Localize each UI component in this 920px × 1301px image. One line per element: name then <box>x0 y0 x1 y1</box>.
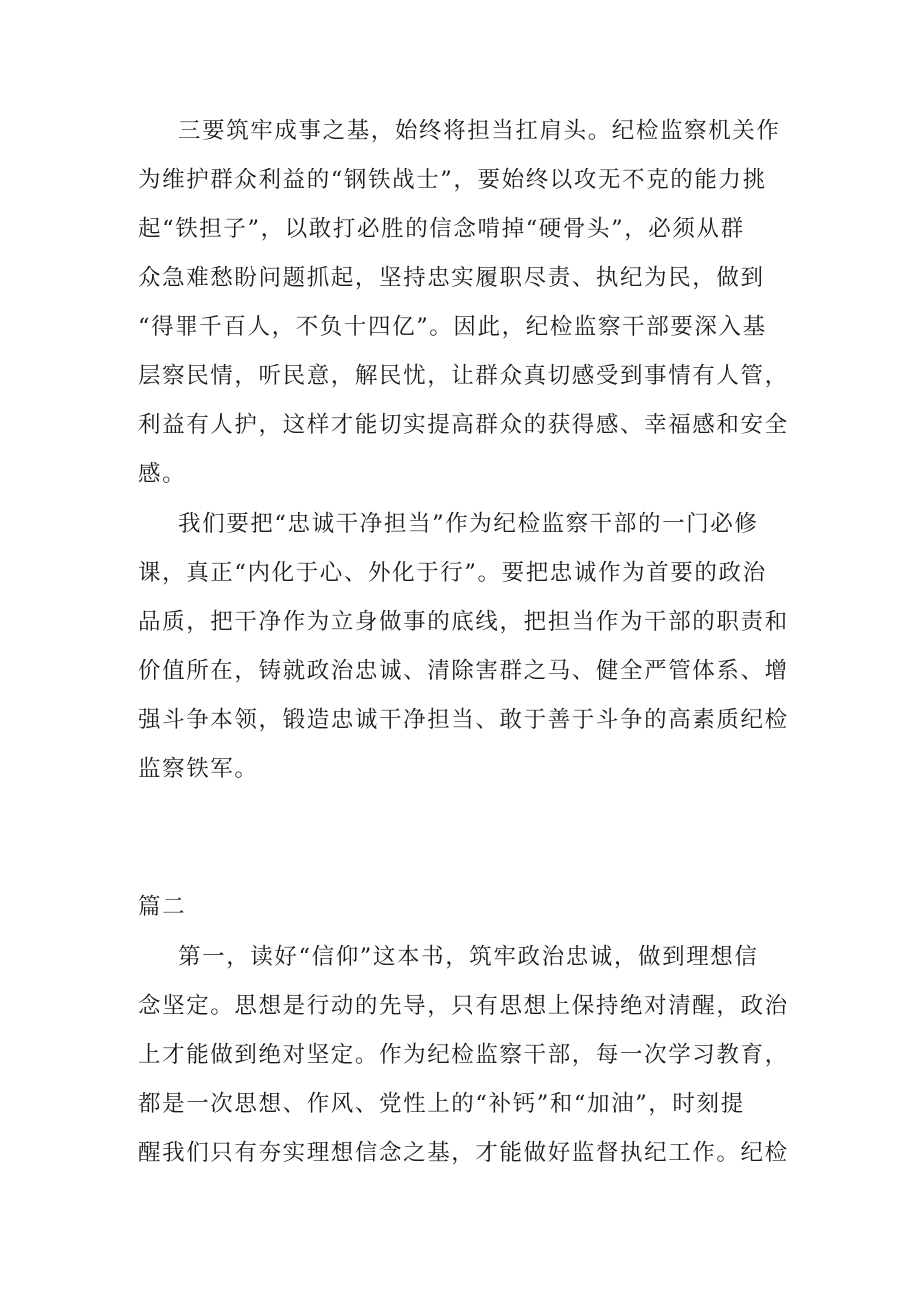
paragraph-2-line-6: 监察铁军。 <box>138 756 259 782</box>
paragraph-2-line-4: 价值所在，铸就政治忠诚、清除害群之马、健全严管体系、增 <box>138 658 789 684</box>
paragraph-1-line-2: 为维护群众利益的“钢铁战士”，要始终以攻无不克的能力挑 <box>138 167 767 193</box>
paragraph-2-line-2: 课，真正“内化于心、外化于行”。要把忠诚作为首要的政治 <box>138 560 767 586</box>
paragraph-3-line-4: 都是一次思想、作风、党性上的“补钙”和“加油”，时刻提 <box>138 1091 745 1117</box>
paragraph-2-line-1: 我们要把“忠诚干净担当”作为纪检监察干部的一门必修 <box>178 511 759 537</box>
paragraph-2-line-5: 强斗争本领，锻造忠诚干净担当、敢于善于斗争的高素质纪检 <box>138 707 789 733</box>
paragraph-3-line-1: 第一，读好“信仰”这本书，筑牢政治忠诚，做到理想信 <box>178 944 759 970</box>
section-heading: 篇二 <box>138 894 187 920</box>
paragraph-1-line-1: 三要筑牢成事之基，始终将担当扛肩头。纪检监察机关作 <box>178 118 781 144</box>
paragraph-1-line-5: “得罪千百人，不负十四亿”。因此，纪检监察干部要深入基 <box>138 314 767 340</box>
paragraph-3-line-2: 念坚定。思想是行动的先导，只有思想上保持绝对清醒，政治 <box>138 993 789 1019</box>
paragraph-2-line-3: 品质，把干净作为立身做事的底线，把担当作为干部的职责和 <box>138 609 789 635</box>
paragraph-3-line-5: 醒我们只有夯实理想信念之基，才能做好监督执纪工作。纪检 <box>138 1140 789 1166</box>
paragraph-1-line-7: 利益有人护，这样才能切实提高群众的获得感、幸福感和安全 <box>138 412 789 438</box>
paragraph-1-line-3: 起“铁担子”，以敢打必胜的信念啃掉“硬骨头”，必须从群 <box>138 216 745 242</box>
paragraph-3-line-3: 上才能做到绝对坚定。作为纪检监察干部，每一次学习教育， <box>138 1042 789 1068</box>
paragraph-1-line-6: 层察民情，听民意，解民忧，让群众真切感受到事情有人管， <box>138 363 789 389</box>
paragraph-1-line-4: 众急难愁盼问题抓起，坚持忠实履职尽责、执纪为民，做到 <box>138 265 765 291</box>
paragraph-1-line-8: 感。 <box>138 461 187 487</box>
